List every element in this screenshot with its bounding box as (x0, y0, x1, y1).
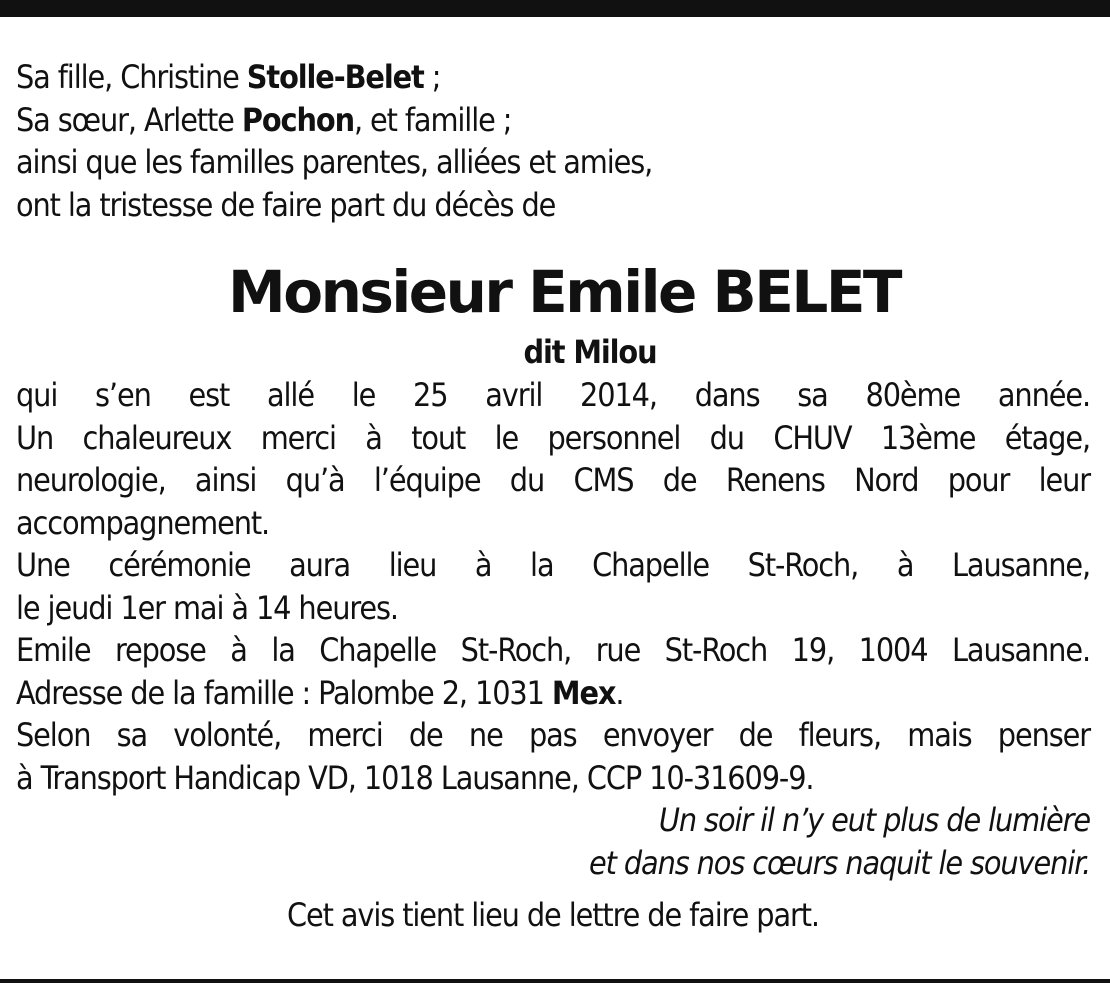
intro-text: , et famille ; (353, 100, 512, 139)
donation-line: Selon sa volonté, merci de ne pas envoyer de fleurs, mais penser (16, 716, 1090, 754)
deceased-name: Monsieur Emile BELET (228, 258, 900, 326)
body-line: neurologie, ainsi qu’à l’équipe du CMS de Renens Nord pour leur (16, 461, 1090, 499)
intro-line-daughter (16, 56, 1090, 99)
body-line: accompagnement. (16, 503, 270, 542)
quote-line: et dans nos cœurs naquit le souvenir. (589, 843, 1090, 882)
intro-line-sister (16, 99, 1090, 142)
ceremony-line: le jeudi 1er mai à 14 heures. (16, 588, 398, 627)
address-town: Mex (551, 673, 616, 712)
daughter-surname: Stolle-Belet (246, 58, 424, 96)
sister-surname: Pochon (241, 100, 354, 139)
intro-text: ; (423, 58, 441, 96)
top-border-rule (0, 0, 1110, 17)
intro-line-families: ainsi que les familles parentes, alliées et amies, (16, 143, 653, 181)
body-line: qui s’en est allé le 25 avril 2014, dans sa 80ème année. (16, 376, 1090, 414)
deceased-nickname: dit Milou (523, 333, 657, 371)
bottom-border-rule (0, 979, 1110, 983)
intro-text: Sa sœur, Arlette (16, 100, 242, 139)
repose-line: Emile repose à la Chapelle St-Roch, rue St-Roch 19, 1004 Lausanne. (16, 631, 1090, 669)
family-address-line (16, 672, 1090, 715)
donation-line: à Transport Handicap VD, 1018 Lausanne, CCP 10-31609-9. (16, 758, 814, 797)
ceremony-line: Une cérémonie aura lieu à la Chapelle St-Roch, à Lausanne, (16, 546, 1090, 584)
closing-statement: Cet avis tient lieu de lettre de faire part. (287, 896, 819, 934)
quote-line: Un soir il n’y eut plus de lumière (658, 801, 1090, 839)
obituary-notice (16, 56, 1090, 937)
body-line: Un chaleureux merci à tout le personnel du CHUV 13ème étage, (16, 418, 1090, 457)
address-text: Adresse de la famille : Palombe 2, 1031 (16, 673, 552, 712)
intro-line-announcement: ont la tristesse de faire part du décès de (16, 185, 556, 224)
address-text: . (615, 673, 624, 712)
intro-text: Sa fille, Christine (16, 58, 247, 96)
